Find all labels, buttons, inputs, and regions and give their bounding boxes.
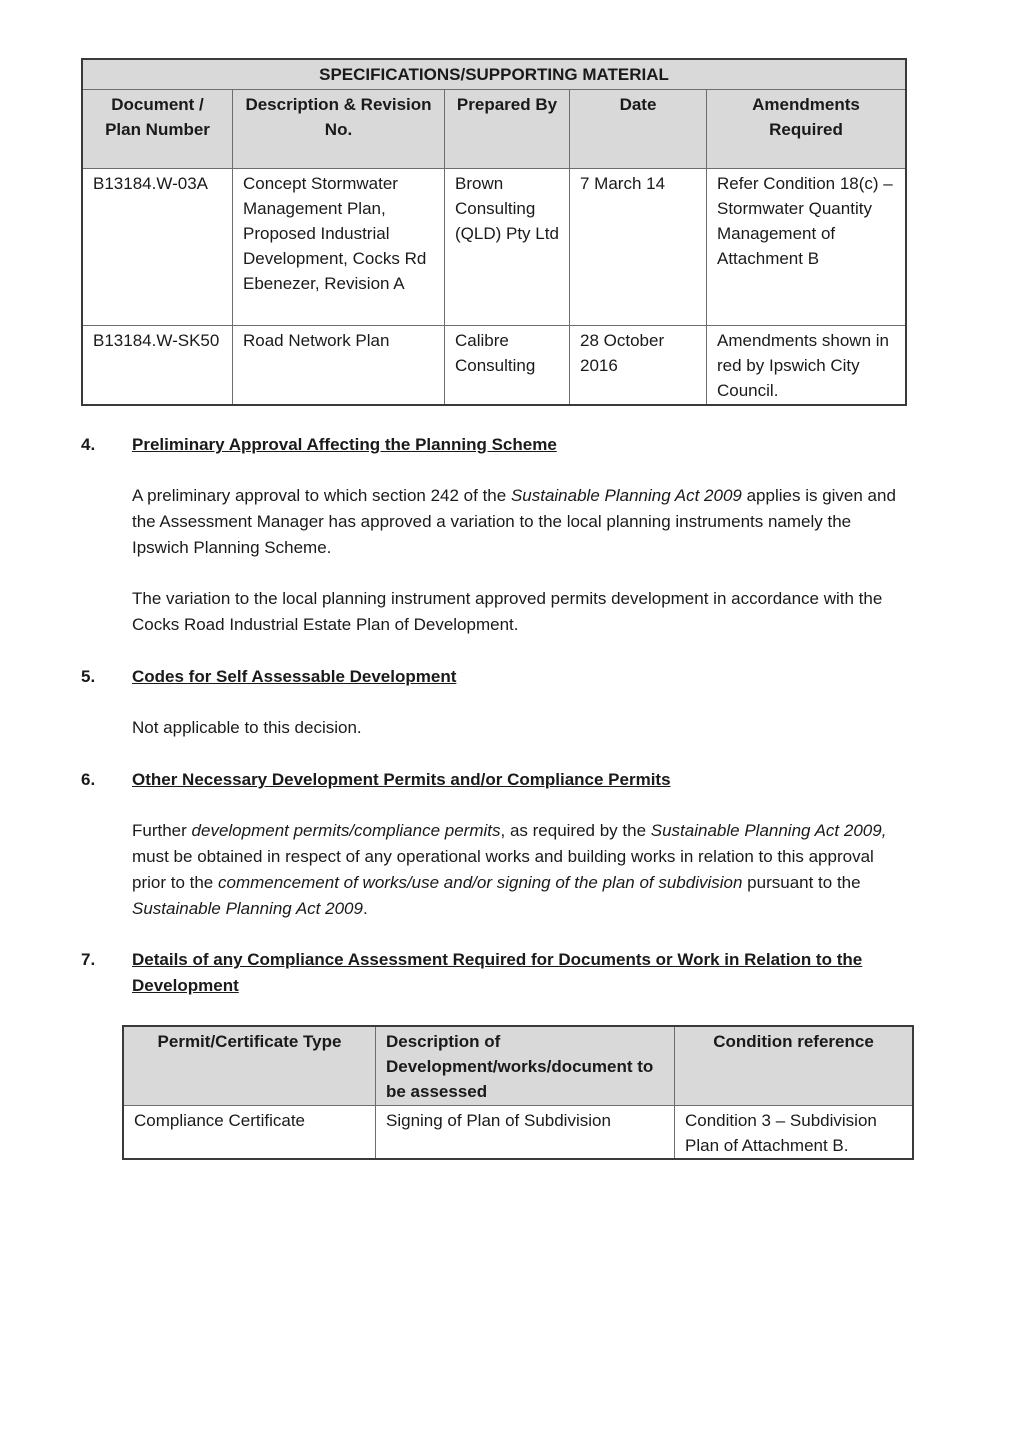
table-row	[123, 1106, 913, 1160]
condition-reference-cell: Condition 3 – Subdivision Plan of Attachment B.	[675, 1106, 914, 1160]
text-run: pursuant to the	[742, 873, 861, 892]
document-number-cell: B13184.W-03A	[82, 169, 233, 326]
column-header-condition-reference: Condition reference	[675, 1026, 914, 1106]
text-run: , as required by the	[500, 821, 651, 840]
text-run: Further	[132, 821, 192, 840]
prepared-by-cell: Calibre Consulting	[445, 326, 570, 406]
permit-type-cell: Compliance Certificate	[123, 1106, 376, 1160]
section-number: 6.	[81, 770, 96, 789]
act-name: Sustainable Planning Act 2009	[510, 486, 742, 505]
amendments-cell: Refer Condition 18(c) – Stormwater Quantity Management of Attachment B	[707, 169, 907, 326]
section-title: Other Necessary Development Permits and/or Compliance Permits	[132, 770, 671, 789]
act-name: Sustainable Planning Act 2009	[132, 899, 363, 918]
section-4-paragraph-2: The variation to the local planning instrument approved permits development in accordance with the Cocks Road Industrial Estate Plan of Development.	[132, 589, 883, 634]
section-6-paragraph	[132, 818, 902, 922]
description-cell: Road Network Plan	[233, 326, 445, 406]
text-run: must be obtained in respect of any operational works and building works in relation to this approval prior to the	[132, 847, 874, 892]
section-5-paragraph: Not applicable to this decision.	[132, 718, 362, 737]
section-title: Details of any Compliance Assessment Required for Documents or Work in Relation to the Development	[132, 950, 863, 995]
text-run: applies is given and the Assessment Manager has approved a variation to the local planning instruments namely the Ipswich Planning Scheme.	[132, 486, 896, 557]
text-run: A preliminary approval to which section 242 of the	[132, 486, 511, 505]
column-header-description: Description & Revision No.	[233, 90, 445, 169]
column-header-date: Date	[570, 90, 707, 169]
column-header-amendments: Amendments Required	[707, 90, 907, 169]
table-row	[82, 326, 906, 406]
document-number-cell: B13184.W-SK50	[82, 326, 233, 406]
description-cell: Signing of Plan of Subdivision	[376, 1106, 675, 1160]
section-4-paragraph-1	[132, 483, 902, 561]
act-name: Sustainable Planning Act 2009,	[650, 821, 887, 840]
description-cell: Concept Stormwater Management Plan, Proposed Industrial Development, Cocks Rd Ebenezer, Revision A	[233, 169, 445, 326]
italic-term: commencement of works/use and/or signing of the plan of subdivision	[218, 873, 743, 892]
amendments-cell: Amendments shown in red by Ipswich City Council.	[707, 326, 907, 406]
column-header-document-plan-number: Document / Plan Number	[82, 90, 233, 169]
specifications-table	[81, 58, 907, 406]
section-number: 4.	[81, 435, 96, 454]
table-row	[82, 169, 906, 326]
section-title: Preliminary Approval Affecting the Planning Scheme	[132, 435, 557, 454]
column-header-prepared-by: Prepared By	[445, 90, 570, 169]
prepared-by-cell: Brown Consulting (QLD) Pty Ltd	[445, 169, 570, 326]
specifications-table-title: SPECIFICATIONS/SUPPORTING MATERIAL	[82, 59, 906, 90]
text-run: .	[362, 899, 368, 918]
column-header-description: Description of Development/works/document to be assessed	[376, 1026, 675, 1106]
italic-term: development permits/compliance permits	[191, 821, 501, 840]
column-header-permit-type: Permit/Certificate Type	[123, 1026, 376, 1106]
section-number: 5.	[81, 667, 96, 686]
section-title: Codes for Self Assessable Development	[132, 667, 457, 686]
section-number: 7.	[81, 950, 96, 969]
date-cell: 7 March 14	[570, 169, 707, 326]
date-cell: 28 October 2016	[570, 326, 707, 406]
compliance-assessment-table	[122, 1025, 914, 1160]
